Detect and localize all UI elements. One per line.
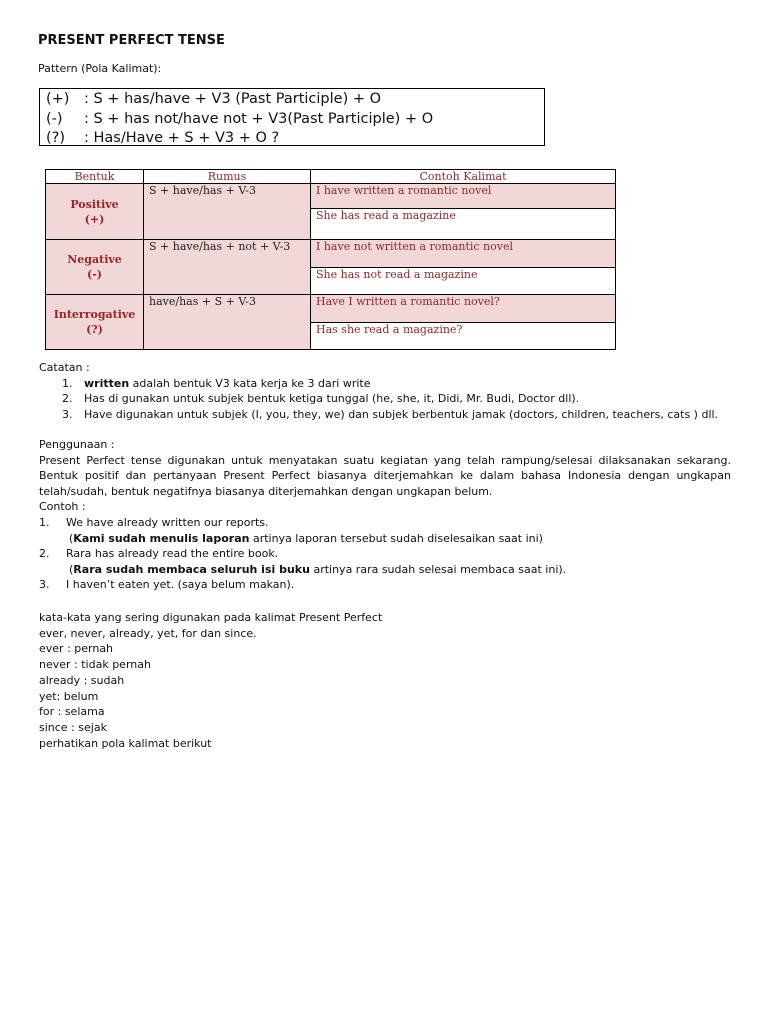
pattern-positive (46, 90, 544, 110)
penggunaan-paragraph: Bentuk positif dan pertanyaan Present Perfect biasanya diterjemahkan ke dalam bahasa Indonesia dengan ungkapan (39, 469, 731, 483)
example-item (39, 577, 731, 593)
translation-bold: Kami sudah menulis laporan (73, 531, 250, 545)
vocab-section (39, 610, 382, 751)
example-number: 1. (39, 515, 50, 529)
pattern-formula: : Has/Have + S + V3 + O ? (84, 130, 280, 146)
pattern-formula: : S + has not/have not + V3(Past Participle) + O (84, 110, 434, 127)
bentuk-label: Interrogative (53, 308, 136, 321)
list-bold-term: written (84, 376, 130, 390)
vocab-line: perhatikan pola kalimat berikut (39, 736, 212, 750)
translation-rest: artinya laporan tersebut sudah diselesaikan saat ini) (249, 531, 543, 545)
table-row (46, 184, 616, 209)
page-title: PRESENT PERFECT TENSE (38, 33, 225, 48)
example-item (39, 515, 731, 531)
bentuk-label: Positive (70, 197, 119, 211)
header-contoh: Contoh Kalimat (311, 170, 616, 184)
contoh-cell: Has she read a magazine? (311, 323, 616, 350)
header-bentuk: Bentuk (46, 170, 144, 184)
pattern-symbol: (+) (46, 91, 70, 107)
example-number: 3. (39, 578, 50, 592)
list-item (39, 391, 718, 407)
translation-rest: artinya rara sudah selesai membaca saat ini). (309, 562, 567, 576)
penggunaan-heading: Penggunaan : (39, 438, 115, 451)
header-rumus: Rumus (144, 170, 311, 184)
bentuk-cell (46, 184, 144, 240)
contoh-cell: She has read a magazine (311, 209, 616, 240)
list-number: 2. (62, 392, 73, 405)
vocab-line: kata-kata yang sering digunakan pada kalimat Present Perfect (39, 611, 383, 624)
penggunaan-paragraph: Present Perfect tense digunakan untuk menyatakan suatu kegiatan yang telah rampung/selesai dilaksanakan sekarang. (39, 453, 731, 467)
pattern-symbol: (?) (46, 130, 66, 146)
list-text: Have digunakan untuk subjek (I, you, they, we) dan subjek berbentuk jamak (doctors, children, teachers, cats ) dll. (84, 407, 719, 421)
vocab-line: ever, never, already, yet, for dan since. (39, 626, 257, 640)
translation-bold: Rara sudah membaca seluruh isi buku (73, 562, 310, 576)
rumus-cell: have/has + S + V-3 (144, 295, 311, 350)
rumus-cell: S + have/has + V-3 (144, 184, 311, 240)
rumus-table (45, 169, 616, 350)
example-translation: (Kami sudah menulis laporan artinya laporan tersebut sudah diselesaikan saat ini) (69, 531, 543, 545)
catatan-heading: Catatan : (39, 361, 90, 374)
vocab-line: ever : pernah (39, 642, 114, 656)
penggunaan-section (39, 437, 731, 593)
contoh-cell: She has not read a magazine (311, 268, 616, 295)
contoh-heading: Contoh : (39, 500, 86, 514)
example-translation: (Rara sudah membaca seluruh isi buku artinya rara sudah selesai membaca saat ini). (69, 562, 567, 576)
pattern-negative (46, 110, 544, 130)
list-text: Has di gunakan untuk subjek bentuk ketiga tunggal (he, she, it, Didi, Mr. Budi, Doctor dll). (84, 392, 580, 405)
catatan-section (39, 360, 718, 422)
vocab-line: yet: belum (39, 689, 99, 703)
example-number: 2. (39, 547, 50, 561)
vocab-line: already : sudah (39, 673, 125, 687)
list-item (39, 407, 718, 423)
contoh-cell: I have not written a romantic novel (311, 240, 616, 268)
list-number: 3. (62, 407, 73, 421)
pattern-formula: : S + has/have + V3 (Past Participle) + O (84, 91, 382, 107)
bentuk-label: Negative (67, 253, 122, 266)
catatan-list (39, 376, 718, 423)
table-header-row (46, 170, 616, 184)
vocab-line: since : sejak (39, 720, 107, 734)
example-item (39, 546, 731, 562)
vocab-line: never : tidak pernah (39, 658, 151, 672)
list-number: 1. (62, 376, 73, 390)
table-row (46, 295, 616, 323)
example-text: Rara has already read the entire book. (66, 547, 279, 561)
bentuk-cell (46, 240, 144, 295)
contoh-cell: Have I written a romantic novel? (311, 295, 616, 323)
bentuk-symbol: (?) (86, 323, 103, 336)
table-row (46, 240, 616, 268)
contoh-cell: I have written a romantic novel (311, 184, 616, 209)
pattern-box (39, 88, 545, 146)
pattern-interrogative (46, 129, 544, 149)
example-text: We have already written our reports. (66, 515, 269, 529)
example-text: I haven’t eaten yet. (saya belum makan). (66, 578, 295, 592)
bentuk-symbol: (-) (87, 268, 102, 281)
list-text: adalah bentuk V3 kata kerja ke 3 dari write (129, 376, 371, 390)
pattern-symbol: (-) (46, 110, 63, 127)
vocab-line: for : selama (39, 705, 105, 719)
pattern-label: Pattern (Pola Kalimat): (38, 62, 162, 75)
bentuk-symbol: (+) (84, 212, 105, 226)
bentuk-cell (46, 295, 144, 350)
list-item (39, 376, 718, 392)
penggunaan-paragraph: telah/sudah, bentuk negatifnya biasanya diterjemahkan dengan ungkapan belum. (39, 484, 493, 498)
rumus-cell: S + have/has + not + V-3 (144, 240, 311, 295)
rumus-table-wrap (45, 169, 616, 350)
